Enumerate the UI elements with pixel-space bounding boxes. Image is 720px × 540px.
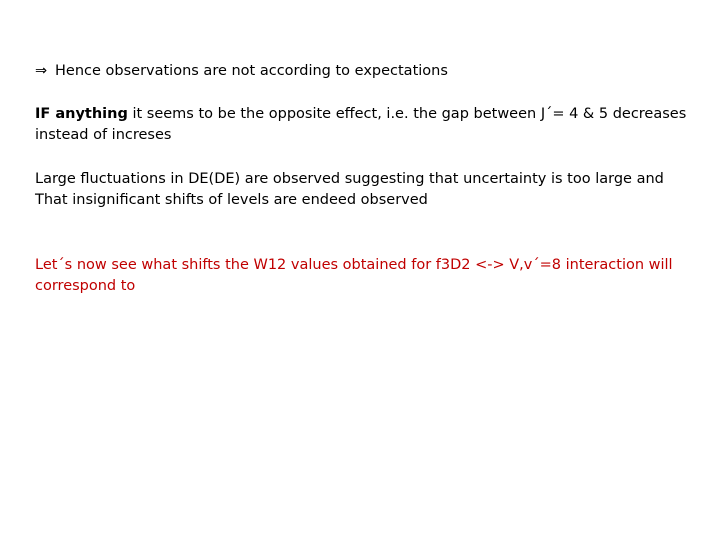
fluctuations-line-1: Large fluctuations in DE(DE) are observed suggesting that uncertainty is too large and bbox=[35, 171, 664, 187]
next-step-line-1: Let´s now see what shifts the W12 values obtained for f3D2 <-> V,v´=8 interaction will bbox=[35, 257, 673, 273]
implies-arrow-icon: ⇒ bbox=[35, 63, 48, 79]
opposite-effect-line-2: instead of increses bbox=[35, 127, 172, 143]
opposite-effect-line-1 bbox=[35, 104, 700, 125]
fluctuations-paragraph bbox=[35, 169, 700, 211]
opposite-effect-text: it seems to be the opposite effect, i.e. the gap between J´= 4 & 5 decreases bbox=[127, 106, 687, 122]
next-step-paragraph bbox=[35, 255, 700, 297]
conclusion-line bbox=[35, 61, 700, 82]
if-anything-bold: IF anything bbox=[35, 106, 128, 122]
conclusion-text: Hence observations are not according to expectations bbox=[55, 63, 448, 79]
next-step-line-2: correspond to bbox=[35, 278, 136, 294]
fluctuations-line-2: That insignificant shifts of levels are endeed observed bbox=[35, 192, 428, 208]
opposite-effect-paragraph bbox=[35, 104, 700, 146]
